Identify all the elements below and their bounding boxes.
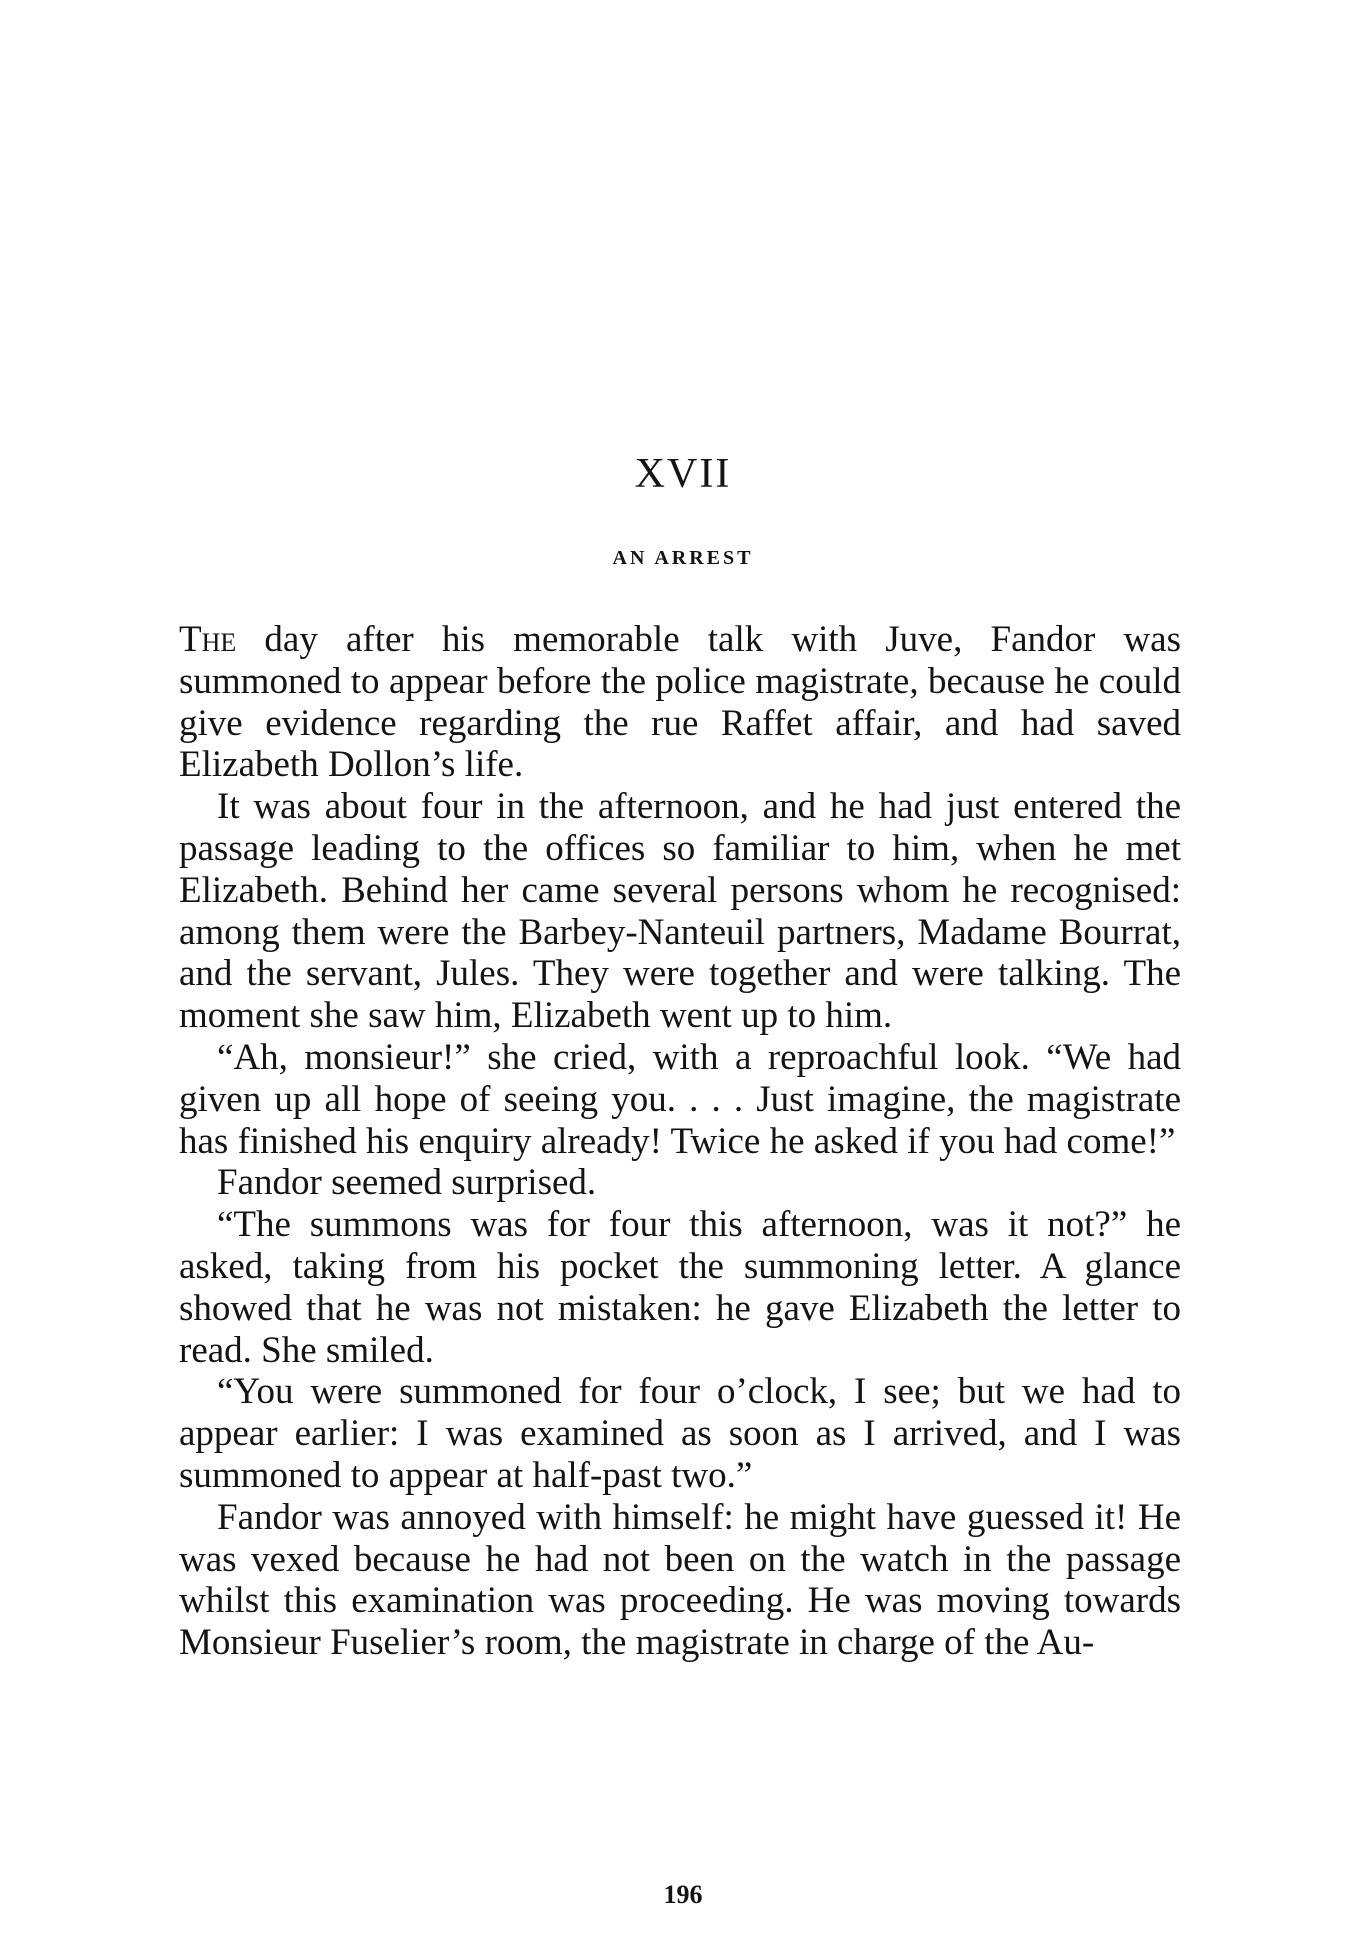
page-number: 196 — [663, 1880, 703, 1909]
paragraph: “Ah, monsieur!” she cried, with a reproachful look. “We had given up all hope of seeing you. . . . Just imagine, the magistrate has finished his enquiry already! Twice he asked if you had come!” — [179, 1036, 1181, 1162]
opening-word: The — [179, 619, 237, 660]
chapter-title: AN ARREST — [612, 547, 754, 569]
paragraph: “The summons was for four this afternoon, was it not?” he asked, taking from his pocket the summoning letter. A glance showed that he was not mistaken: he gave Elizabeth the letter to read. She smiled. — [179, 1204, 1181, 1371]
chapter-number: XVII — [634, 451, 732, 497]
body-text — [179, 619, 1181, 1664]
paragraph-text: day after his memorable talk with Juve, Fandor was summoned to appear before the police magistrate, because he could give evidence regarding the rue Raffet affair, and had saved Elizabeth Dollon’s life. — [179, 619, 1181, 786]
paragraph — [179, 619, 1181, 786]
paragraph: Fandor was annoyed with himself: he might have guessed it! He was vexed because he had not been on the watch in the passage whilst this examination was proceeding. He was moving towards Monsieur Fuselier’s room, the magistrate in charge of the Au- — [179, 1496, 1181, 1664]
paragraph: Fandor seemed surprised. — [217, 1162, 597, 1204]
paragraph: It was about four in the afternoon, and he had just entered the passage leading to the offices so familiar to him, when he met Elizabeth. Behind her came several persons whom he recognised: among them were the Barbey-Nanteuil partners, Madame Bourrat, and the servant, Jules. They were together and were talking. The moment she saw him, Elizabeth went up to him. — [179, 786, 1181, 1037]
paragraph: “You were summoned for four o’clock, I see; but we had to appear earlier: I was examined as soon as I arrived, and I was summoned to appear at half-past two.” — [179, 1371, 1181, 1496]
